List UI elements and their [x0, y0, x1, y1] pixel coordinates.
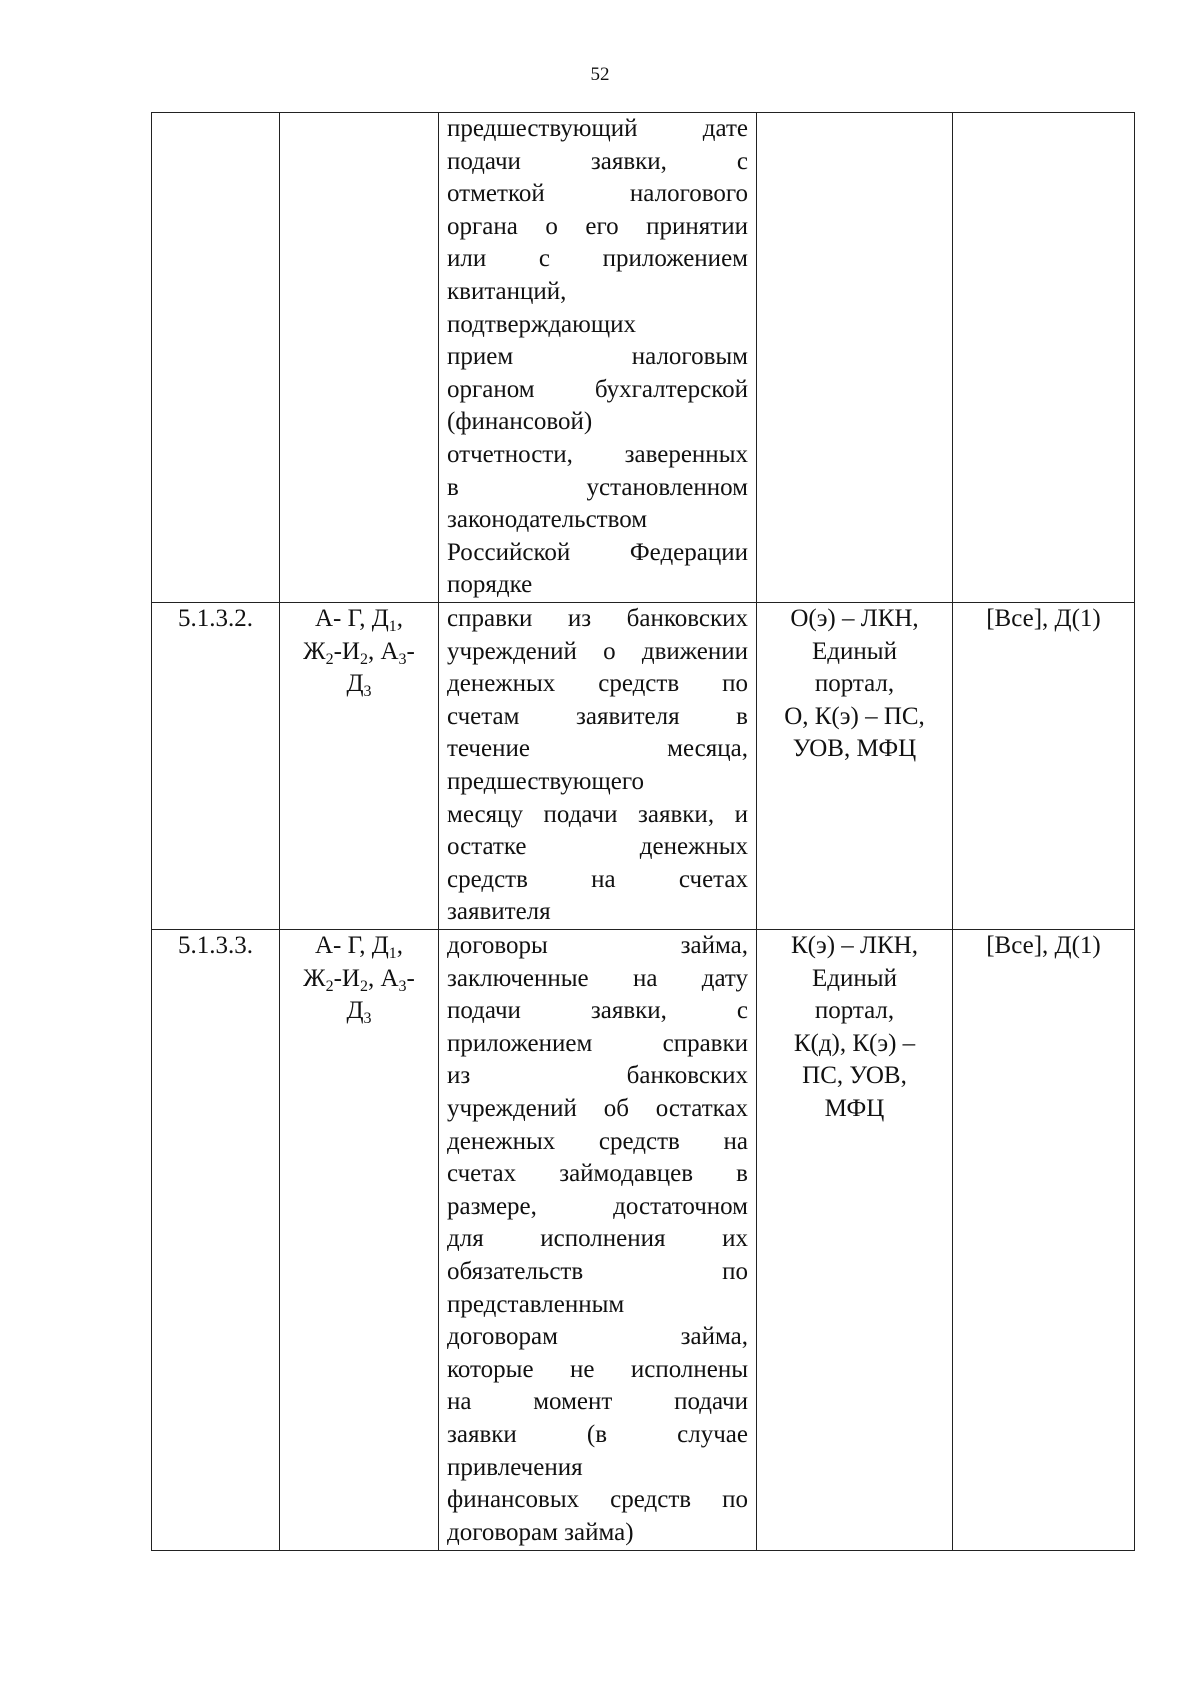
table-row — [152, 603, 1135, 930]
text-line: отчетности, заверенных — [447, 440, 748, 468]
page-number: 52 — [590, 64, 610, 85]
submission-method-cell — [757, 113, 953, 603]
category-line: А- Г, $Д_1$, — [314, 605, 404, 635]
text-line: договорам займа) — [447, 1518, 634, 1546]
text-line: учреждений о движении — [447, 637, 748, 665]
table-row — [152, 113, 1135, 603]
item-number-cell — [152, 113, 280, 603]
text-line: денежных средств по — [447, 670, 748, 698]
category-line: $Ж_2-И_2$, $А_3-$ — [303, 964, 415, 995]
text-line: подачи заявки, с — [447, 997, 748, 1025]
submission-method-cell — [757, 603, 953, 930]
category-line: $Д_3$ — [346, 670, 372, 701]
applicant-category-cell — [280, 930, 439, 1551]
text-line: финансовых средств по — [447, 1486, 748, 1514]
item-number-cell: 5.1.3.2. — [152, 603, 280, 930]
note-cell: [Все], Д(1) — [953, 603, 1135, 930]
text-line: остатке денежных — [447, 833, 748, 861]
method-line: УОВ, МФЦ — [792, 735, 917, 763]
text-line: Российской Федерации — [447, 538, 748, 566]
method-line: ПС, УОВ, — [802, 1062, 907, 1090]
category-line: $Д_3$ — [346, 997, 372, 1028]
text-line: договорам займа, — [447, 1323, 748, 1351]
method-line: МФЦ — [824, 1094, 885, 1122]
documents-table — [151, 112, 1135, 1551]
text-line: привлечения — [447, 1453, 583, 1481]
text-line: счетам заявителя в — [447, 702, 748, 730]
text-line: справки из банковских — [447, 605, 748, 632]
text-line: месяцу подачи заявки, и — [447, 800, 748, 828]
text-line: представленным — [447, 1290, 625, 1318]
text-line: предшествующий дате — [447, 115, 748, 142]
method-line: О, К(э) – ПС, — [784, 702, 925, 730]
text-line: заявителя — [447, 898, 551, 926]
text-line: отметкой налогового — [447, 180, 748, 208]
text-line: квитанций, — [447, 277, 567, 305]
text-line: предшествующего — [447, 767, 644, 795]
text-line: органа о его принятии — [447, 212, 748, 240]
text-line: течение месяца, — [447, 735, 748, 763]
text-line: учреждений об остатках — [447, 1094, 748, 1122]
submission-method-cell — [757, 930, 953, 1551]
document-description-cell — [439, 113, 757, 603]
text-line: подачи заявки, с — [447, 147, 748, 175]
applicant-category-cell — [280, 113, 439, 603]
text-line: денежных средств на — [447, 1127, 748, 1155]
applicant-category-cell — [280, 603, 439, 930]
text-line: законодательством — [447, 506, 648, 534]
note-cell — [953, 113, 1135, 603]
method-line: К(э) – ЛКН, — [791, 932, 918, 959]
method-line: К(д), К(э) – — [793, 1029, 916, 1057]
text-line: порядке — [447, 571, 533, 599]
text-line: заявки (в случае — [447, 1420, 748, 1448]
text-line: на момент подачи — [447, 1388, 748, 1416]
document-description-cell — [439, 930, 757, 1551]
table-row — [152, 930, 1135, 1551]
text-line: из банковских — [447, 1062, 748, 1090]
method-line: Единый — [812, 637, 897, 665]
text-line: размере, достаточном — [447, 1192, 748, 1220]
document-description-cell — [439, 603, 757, 930]
note-cell: [Все], Д(1) — [953, 930, 1135, 1551]
category-line: $Ж_2-И_2$, $А_3-$ — [303, 637, 415, 668]
text-line: в установленном — [447, 473, 748, 501]
method-line: портал, — [814, 670, 895, 698]
text-line: органом бухгалтерской — [447, 375, 748, 403]
text-line: которые не исполнены — [447, 1355, 748, 1383]
text-line: или с приложением — [447, 245, 748, 273]
text-line: обязательств по — [447, 1257, 748, 1285]
text-line: средств на счетах — [447, 865, 748, 893]
text-line: подтверждающих — [447, 310, 636, 338]
text-line: договоры займа, — [447, 932, 748, 959]
item-number-cell: 5.1.3.3. — [152, 930, 280, 1551]
text-line: счетах займодавцев в — [447, 1160, 748, 1188]
text-line: для исполнения их — [447, 1225, 748, 1253]
text-line: прием налоговым — [447, 343, 748, 371]
text-line: приложением справки — [447, 1029, 748, 1057]
text-line: заключенные на дату — [447, 964, 748, 992]
method-line: портал, — [814, 997, 895, 1025]
text-line: (финансовой) — [447, 408, 593, 436]
category-line: А- Г, $Д_1$, — [314, 932, 404, 962]
method-line: Единый — [812, 964, 897, 992]
method-line: О(э) – ЛКН, — [790, 605, 919, 632]
